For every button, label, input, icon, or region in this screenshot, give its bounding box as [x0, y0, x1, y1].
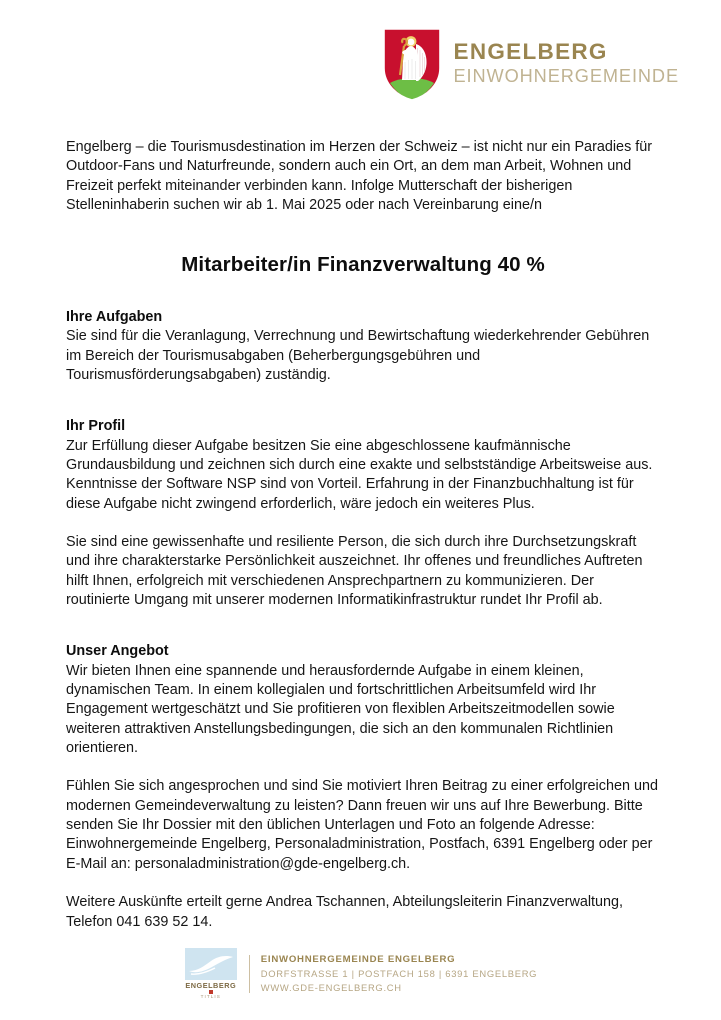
spacer: [66, 758, 660, 777]
page-title: Mitarbeiter/in Finanzverwaltung 40 %: [181, 253, 545, 277]
section-paragraph: Wir bieten Ihnen eine spannende und herausfordernde Aufgabe in einem kleinen, dynamischen Team. In einem kollegialen und fortschrittlichen Arbeitsumfeld wird Ihr Engagement wertgeschätzt und Sie profitieren von flexiblen Arbeitszeitmodellen sowie weiteren attraktiven Anstellungsbedingungen, die sich an den kommunalen Richtlinien orientieren.: [66, 662, 615, 756]
spacer: [66, 610, 660, 642]
section-ihre-aufgaben: [66, 308, 660, 385]
wordmark-secondary: EINWOHNERGEMEINDE: [453, 66, 679, 87]
footer-divider: [249, 955, 250, 993]
header-wordmark-text: [453, 38, 679, 89]
intro-paragraph: Engelberg – die Tourismusdestination im Herzen der Schweiz – ist nicht nur ein Paradies für Outdoor-Fans und Naturfreunde, sondern auch ein Ort, an dem man Arbeit, Wohnen und Freizeit perfekt miteinander verbinden kann. Infolge Mutterschaft der bisherigen Stelleninhaberin suchen wir ab 1. Mai 2025 oder nach Vereinbarung eine/n: [66, 139, 653, 213]
spacer: [66, 514, 660, 533]
section-unser-angebot: [66, 642, 660, 931]
section-heading: Ihr Profil: [66, 418, 126, 435]
wordmark-primary: ENGELBERG: [453, 38, 608, 64]
footer-logo-mountain-icon: [185, 948, 237, 980]
section-heading: Unser Angebot: [66, 643, 169, 660]
section-paragraph: Zur Erfüllung dieser Aufgabe besitzen Sie eine abgeschlossene kaufmännische Grundausbildung und zeichnen sich durch eine exakte und selbstständige Arbeitsweise aus. Kenntnisse der Software NSP sind von Vorteil. Erfahrung in der Finanzbuchhaltung ist für diese Aufgabe nicht zwingend erforderlich, wäre jedoch ein weiteres Plus.: [66, 437, 653, 512]
header-logo: [383, 28, 679, 101]
footer-logo-sublabel: TITLIS: [200, 994, 221, 1000]
spacer: [66, 277, 660, 308]
footer-content: [184, 948, 537, 1000]
engelberg-coat-of-arms-icon: [383, 28, 441, 101]
section-ihr-profil: [66, 417, 660, 610]
spacer: [66, 874, 660, 893]
footer-website[interactable]: WWW.GDE-ENGELBERG.CH: [260, 981, 402, 993]
spacer: [66, 385, 660, 417]
section-paragraph-inquiries: Weitere Auskünfte erteilt gerne Andrea Tschannen, Abteilungsleiterin Finanzverwaltung, Telefon 041 639 52 14.: [66, 894, 624, 930]
footer-organization: EINWOHNERGEMEINDE ENGELBERG: [260, 954, 456, 966]
footer-address: DORFSTRASSE 1 | POSTFACH 158 | 6391 ENGELBERG: [260, 968, 538, 980]
spacer: [66, 215, 660, 253]
section-paragraph: Sie sind eine gewissenhafte und resiliente Person, die sich durch ihre Durchsetzungskraft und ihre charakterstarke Persönlichkeit auszeichnet. Ihr offenes und freundliches Auftreten hilft Ihnen, erfolgreich mit verschiedenen Ansprechpartnern zu kommunizieren. Der routinierte Umgang mit unserer modernen Informatikinfrastruktur rundet Ihr Profil ab.: [66, 534, 643, 609]
section-paragraph-contact: Fühlen Sie sich angesprochen und sind Sie motiviert Ihren Beitrag zu einer erfolgreichen und modernen Gemeindeverwaltung zu leisten? Dann freuen wir uns auf Ihre Bewerbung. Bitte senden Sie Ihr Dossier mit den üblichen Unterlagen und Foto an folgende Adresse: Einwohnergemeinde Engelberg, Personaladministration, Postfach, 6391 Engelberg oder per E-Mail an: personaladministration@gde-engelberg.ch.: [66, 778, 658, 872]
engelberg-titlis-logo-icon: [184, 948, 238, 1000]
footer-address-block: [261, 955, 537, 992]
page-header: [0, 0, 721, 125]
footer-logo-label: ENGELBERG: [185, 980, 237, 990]
section-paragraph: Sie sind für die Veranlagung, Verrechnung und Bewirtschaftung wiederkehrender Gebühren im Bereich der Tourismusabgaben (Beherbergungsgebühren und Tourismusförderungsabgaben) zuständig.: [66, 328, 650, 384]
section-heading: Ihre Aufgaben: [66, 309, 163, 326]
page-footer: [0, 948, 721, 1000]
document-body: [66, 138, 660, 932]
